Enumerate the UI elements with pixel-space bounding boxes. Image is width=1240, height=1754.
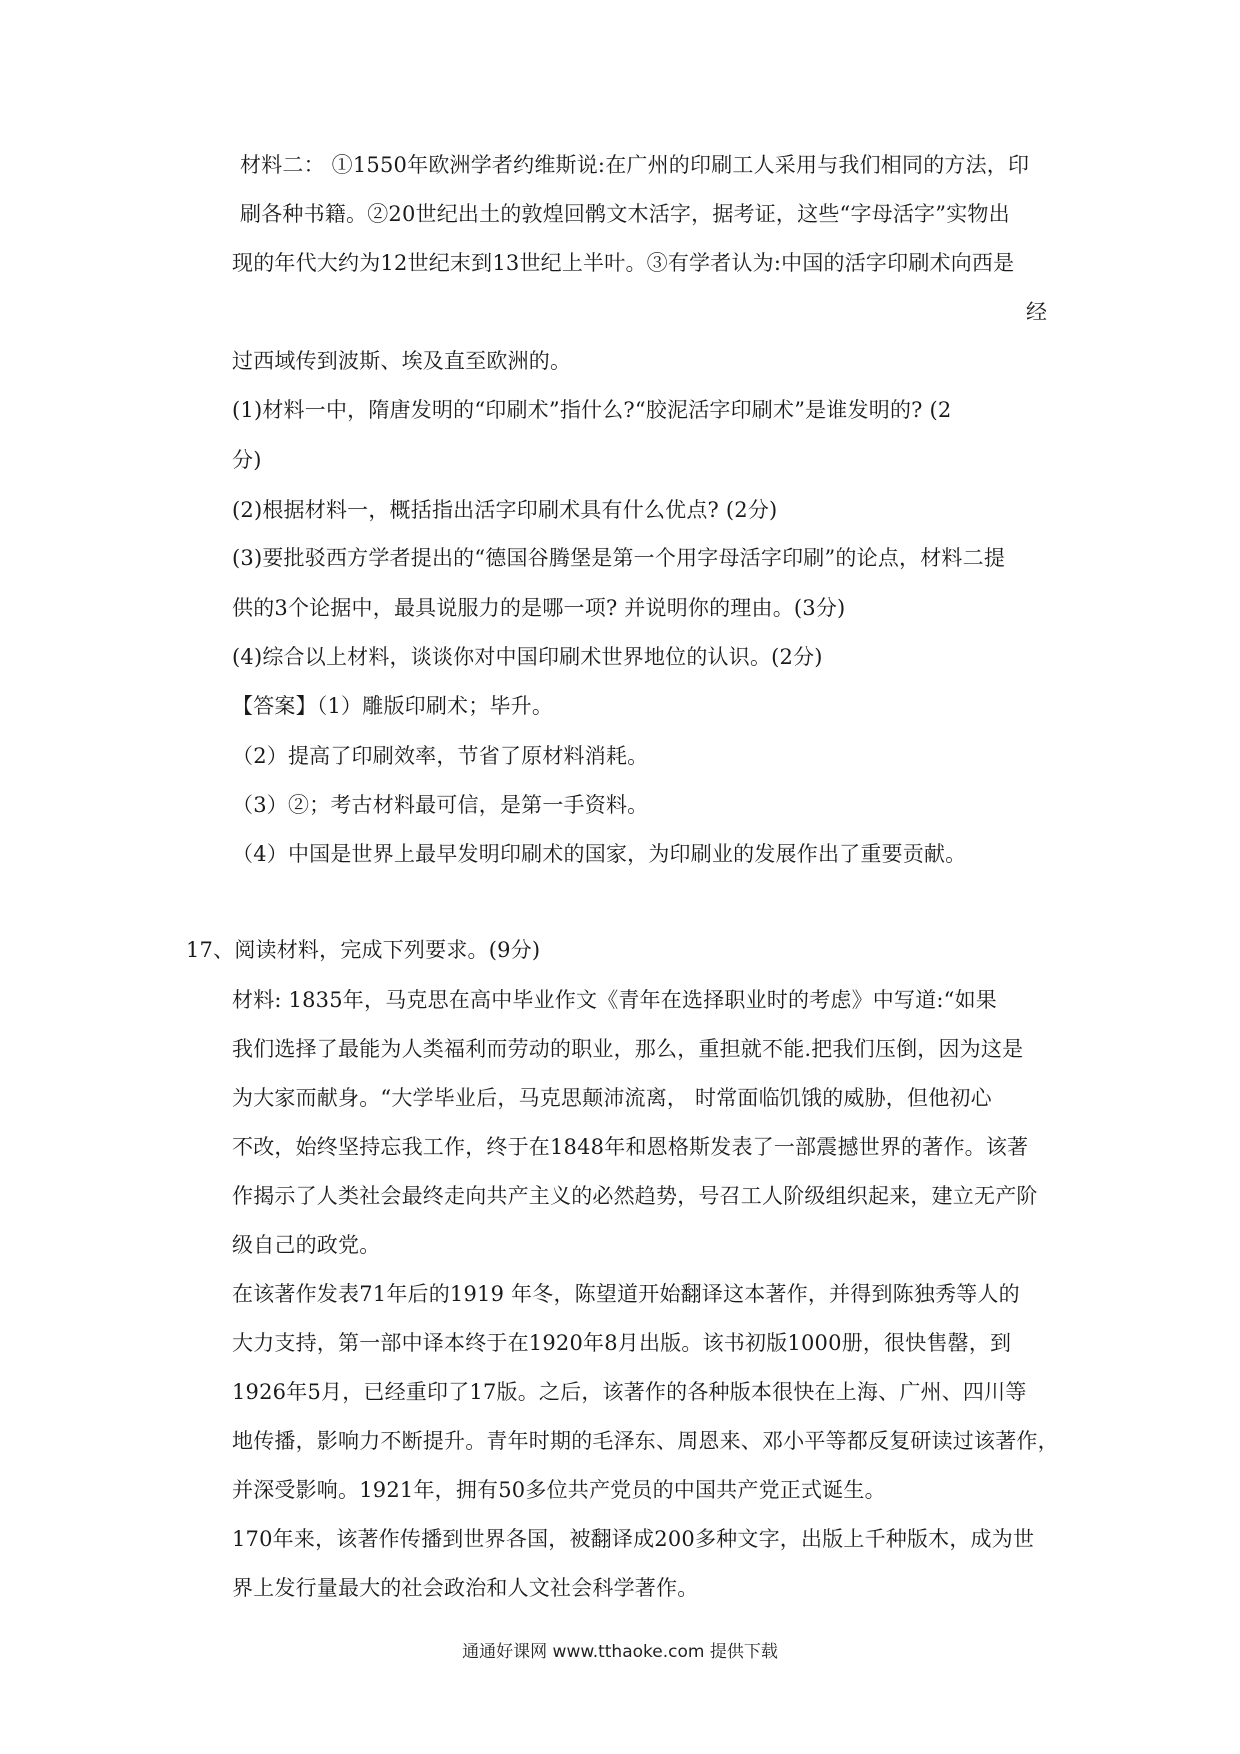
material-17-line-5: 作揭示了人类社会最终走向共产主义的必然趋势，号召工人阶级组织起来，建立无产阶 [232,1184,1038,1208]
question-2: (2)根据材料一，概括指出活字印刷术具有什么优点? (2分) [232,498,778,522]
question-4: (4)综合以上材料，谈谈你对中国印刷术世界地位的认识。(2分) [232,645,823,669]
material-17-line-1: 材料: 1835年，马克思在高中毕业作文《青年在选择职业时的考虑》中写道:“如果 [232,988,998,1012]
material-two-line-3: 现的年代大约为12世纪末到13世纪上半叶。③有学者认为:中国的活字印刷术向西是 [232,251,1015,275]
paragraph-2-line-4: 地传播，影响力不断提升。青年时期的毛泽东、周恩来、邓小平等都反复研读过该著作， [232,1429,1059,1453]
page-footer: 通通好课网 www.tthaoke.com 提供下载 [462,1642,778,1662]
question-3-line-1: (3)要批驳西方学者提出的“德国谷腾堡是第一个用字母活字印刷”的论点，材料二提 [232,546,1006,570]
question-1-line-2: 分) [232,448,262,472]
material-two-line-4: 经 [1026,300,1048,324]
question-17-heading: 17、阅读材料，完成下列要求。(9分) [186,938,541,962]
material-two-line-2: 刷各种书籍。②20世纪出土的敦煌回鹘文木活字，据考证，这些“字母活字”实物出 [240,202,1010,226]
material-17-line-3: 为大家而献身。“大学毕业后，马克思颠沛流离， 时常面临饥饿的威胁，但他初心 [232,1086,992,1110]
paragraph-2-line-1: 在该著作发表71年后的1919 年冬，陈望道开始翻译这本著作，并得到陈独秀等人的 [232,1282,1020,1306]
paragraph-2-line-3: 1926年5月，已经重印了17版。之后，该著作的各种版本很快在上海、广州、四川等 [232,1380,1027,1404]
question-1-line-1: (1)材料一中，隋唐发明的“印刷术”指什么?“胶泥活字印刷术”是谁发明的? (2 [232,398,952,422]
material-17-line-2: 我们选择了最能为人类福利而劳动的职业，那么，重担就不能.把我们压倒，因为这是 [232,1037,1024,1061]
answer-heading: 【答案】（1）雕版印刷术；毕升。 [232,694,554,718]
material-17-line-4: 不改，始终坚持忘我工作，终于在1848年和恩格斯发表了一部震撼世界的著作。该著 [232,1135,1029,1159]
answer-2: （2）提高了印刷效率，节省了原材料消耗。 [232,744,649,768]
answer-4: （4）中国是世界上最早发明印刷术的国家，为印刷业的发展作出了重要贡献。 [232,842,967,866]
paragraph-2-line-2: 大力支持，第一部中译本终于在1920年8月出版。该书初版1000册，很快售罄，到 [232,1331,1012,1355]
material-two-line-5: 过西域传到波斯、埃及直至欧洲的。 [232,349,572,373]
paragraph-3-line-2: 界上发行量最大的社会政治和人文社会科学著作。 [232,1576,699,1600]
paragraph-3-line-1: 170年来，该著作传播到世界各国，被翻译成200多种文字，出版上千种版木，成为世 [232,1527,1035,1551]
material-17-line-6: 级自己的政党。 [232,1233,381,1257]
answer-3: （3）②；考古材料最可信，是第一手资料。 [232,793,649,817]
paragraph-2-line-5: 并深受影响。1921年，拥有50多位共产党员的中国共产党正式诞生。 [232,1478,886,1502]
material-two-line-1: 材料二： ①1550年欧洲学者约维斯说:在广州的印刷工人采用与我们相同的方法，印 [240,153,1030,177]
question-3-line-2: 供的3个论据中，最具说服力的是哪一项? 并说明你的理由。(3分) [232,596,846,620]
